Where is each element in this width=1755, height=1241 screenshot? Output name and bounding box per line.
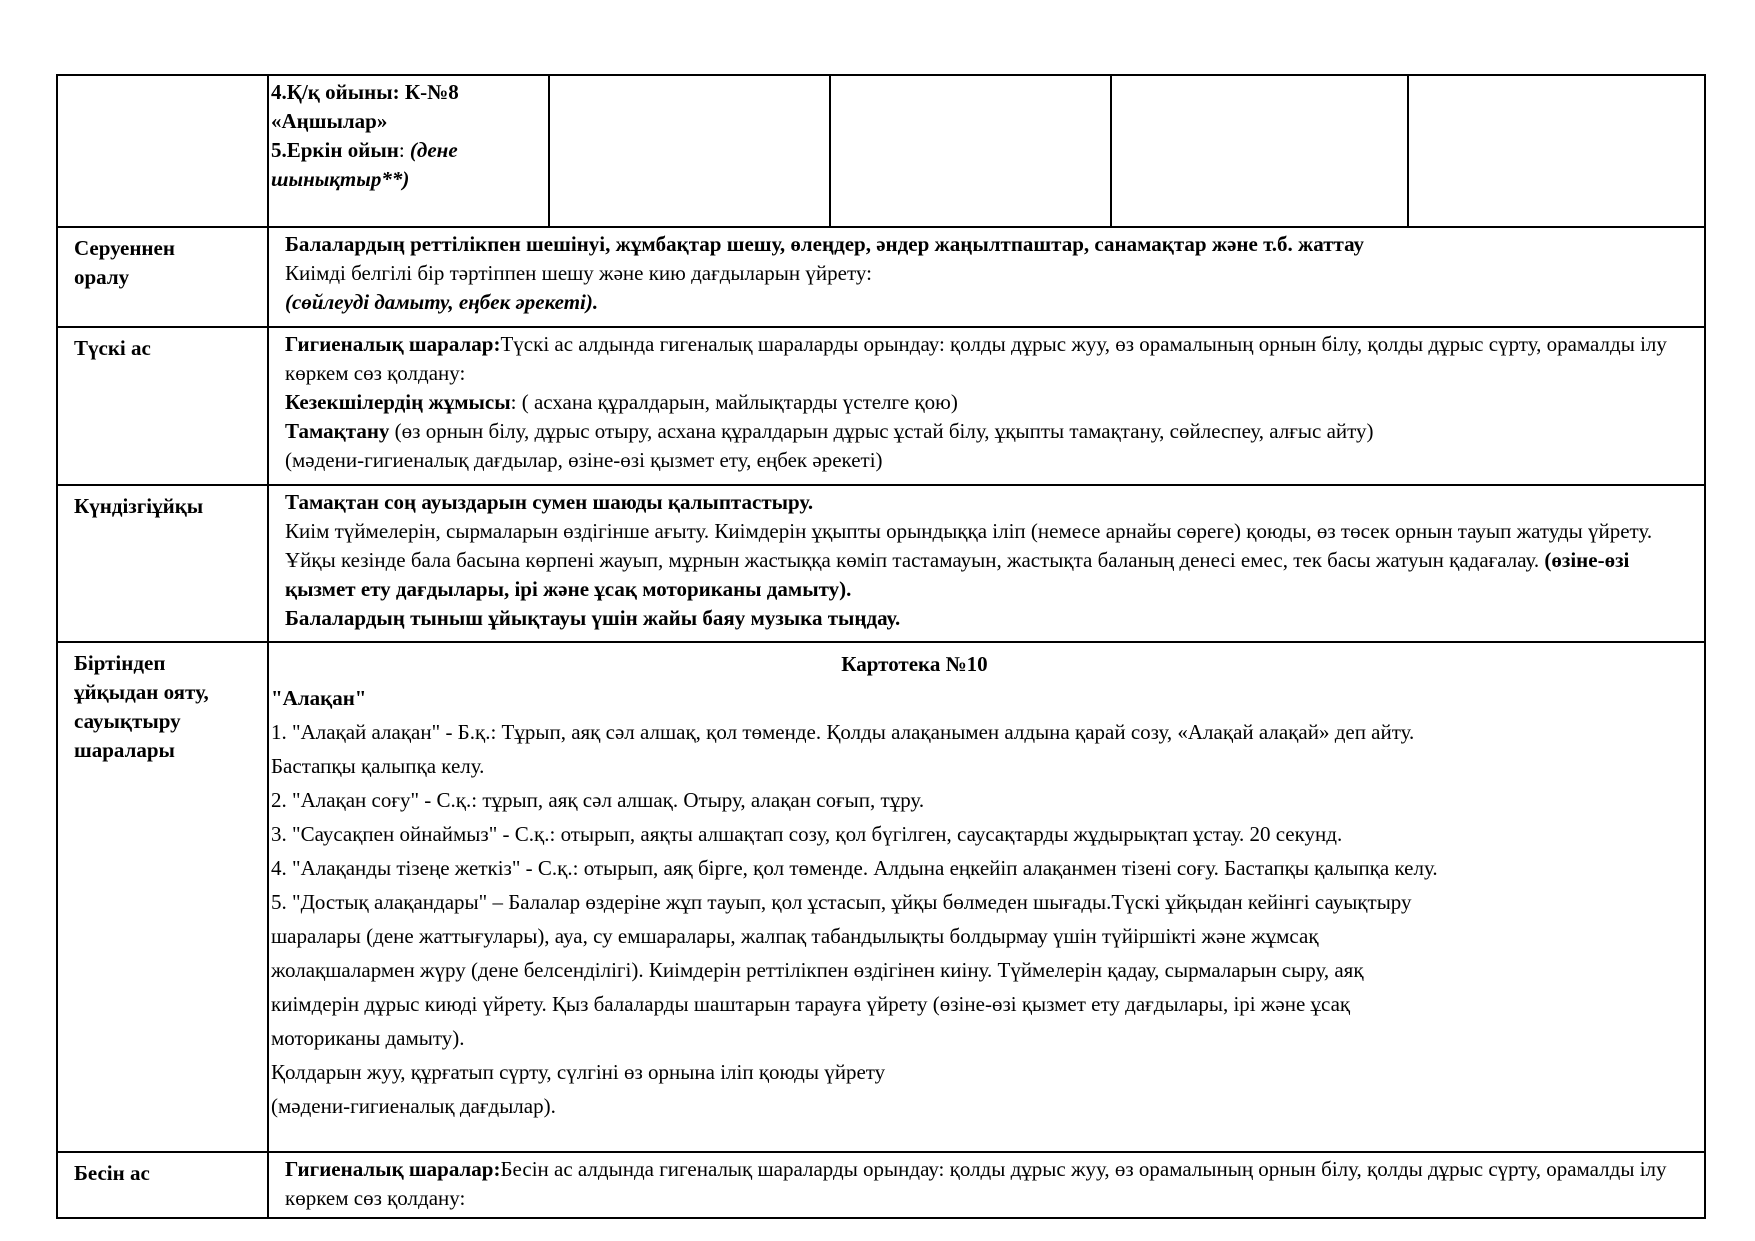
eating-text: (өз орнын білу, дұрыс отыру, асхана құралдарын дұрыс ұстай білу, ұқыпты тамақтану, сөйлеспеу, алғыс айту): [389, 419, 1374, 443]
daily-schedule-table: [56, 74, 1706, 1219]
return-activities: Балалардың реттілікпен шешінуі, жұмбақтар шешу, өлеңдер, әндер жаңылтпаштар, санамақтар және т.б. жаттау: [285, 232, 1365, 256]
nap-rinse: Тамақтан соң ауыздарын сумен шаюды қалыптастыру.: [285, 490, 814, 514]
lunch-duty: [285, 388, 1696, 417]
exercise-item: моториканы дамыту).: [271, 1026, 465, 1050]
empty-cell-4: [1111, 75, 1408, 227]
duty-text: : ( асхана құралдарын, майлықтарды үстелге қою): [510, 390, 958, 414]
game-name: «Аңшылар»: [271, 109, 388, 133]
lunch-hygiene: [285, 330, 1696, 388]
nap-content: [268, 485, 1705, 642]
exercise-item: Қолдарын жуу, құрғатып сүрту, сүлгіні өз орнына іліп қоюды үйрету: [271, 1060, 886, 1084]
exercise-item: 1. "Алақай алақан" - Б.қ.: Тұрып, аяқ сәл алшақ, қол төменде. Қолды алақанымен алдына қарай созу, «Алақай алақай» деп айту.: [271, 720, 1415, 744]
nap-skills: (өзіне-өзі қызмет ету дағдылары, ірі және ұсақ моториканы дамыту).: [285, 548, 1630, 601]
table-row-wake: [57, 642, 1705, 1152]
game-number: 4.Қ/қ ойыны: К-№8: [271, 80, 459, 104]
lunch-content: [268, 327, 1705, 485]
duty-label: Кезекшілердің жұмысы: [285, 390, 511, 414]
empty-cell-5: [1408, 75, 1705, 227]
hygiene-label: Гигиеналық шаралар:: [285, 1157, 501, 1181]
return-content: [268, 227, 1705, 327]
empty-cell-2: [549, 75, 830, 227]
row-label-lunch: Түскі ас: [57, 327, 268, 485]
row-label-snack: Бесін ас: [57, 1152, 268, 1218]
hygiene-text: Бесін ас алдында гигеналық шараларды орындау: қолды дұрыс жуу, өз орамалының орнын білу, қолды дұрыс сүрту, орамалды ілу көркем сөз қолдану:: [285, 1157, 1667, 1210]
exercise-item: шаралары (дене жаттығулары), ауа, су емшаралары, жалпақ табандылықты болдырмау үшін түйіршікті және жұмсақ: [271, 924, 1319, 948]
label-line: оралу: [74, 265, 130, 289]
row-label-wake: [57, 642, 268, 1152]
free-game-line: [271, 136, 542, 194]
table-row-top: [57, 75, 1705, 227]
card-title: Картотека №10: [841, 652, 988, 676]
table-row-lunch: [57, 327, 1705, 485]
label-line: шаралары: [74, 738, 175, 762]
games-cell: [268, 75, 549, 227]
row-label-nap: Күндізгіұйқы: [57, 485, 268, 642]
exercise-item: киімдерін дұрыс киюді үйрету. Қыз балаларды шаштарын тарауға үйрету (өзіне-өзі қызмет ету дағдылары, ірі және ұсақ: [271, 992, 1351, 1016]
exercise-item: 4. "Алақанды тізеңе жеткіз" - С.қ.: отырып, аяқ бірге, қол төменде. Алдына еңкейіп алақанмен тізені соғу. Бастапқы қалыпқа келу.: [271, 856, 1438, 880]
nap-instructions: [285, 517, 1696, 604]
free-game-note: (дене шынықтыр**): [271, 138, 458, 191]
snack-hygiene: [285, 1155, 1696, 1213]
exercise-item: жолақшалармен жүру (дене белсенділігі). Киімдерін реттілікпен өздігінен киіну. Түймелерін қадау, сырмаларын сыру, аяқ: [271, 958, 1364, 982]
label-line: ұйқыдан ояту,: [74, 680, 209, 704]
table-row-return: [57, 227, 1705, 327]
nap-text: Киім түймелерін, сырмаларын өздігінше ағыту. Киімдерін ұқыпты орындыққа іліп (немесе арнайы сөреге) қоюды, өз төсек орнын тауып жатуды үйрету. Ұйқы кезінде бала басына көрпені жауып, мұрнын жастыққа көміп тастамауын, жастықта баланың денесі емес, тек басы жатуын қадағалау.: [285, 519, 1653, 572]
wake-content: [268, 642, 1705, 1152]
exercise-item: 2. "Алақан соғу" - С.қ.: тұрып, аяқ сәл алшақ. Отыру, алақан соғып, тұру.: [271, 788, 925, 812]
label-line: Серуеннен: [74, 236, 175, 260]
lunch-eating: [285, 417, 1696, 446]
hygiene-text: Түскі ас алдында гигеналық шараларды орындау: қолды дұрыс жуу, өз орамалының орнын білу, қолды дұрыс сүрту, орамалды ілу көркем сөз қолдану:: [285, 332, 1667, 385]
exercise-item: 5. "Достық алақандары" – Балалар өздеріне жұп тауып, қол ұстасып, ұйқы бөлмеден шығады.Түскі ұйқыдан кейінгі сауықтыру: [271, 890, 1412, 914]
row-label-return: [57, 227, 268, 327]
empty-cell-3: [830, 75, 1111, 227]
empty-label-cell: [57, 75, 268, 227]
nap-music: Балалардың тыныш ұйықтауы үшін жайы баяу музыка тыңдау.: [285, 606, 901, 630]
lunch-skills: (мәдени-гигиеналық дағдылар, өзіне-өзі қызмет ету, еңбек әрекеті): [285, 448, 883, 472]
return-skills: (сөйлеуді дамыту, еңбек әрекеті).: [285, 290, 599, 314]
eating-label: Тамақтану: [285, 419, 390, 443]
hygiene-label: Гигиеналық шаралар:: [285, 332, 501, 356]
table-row-snack: [57, 1152, 1705, 1218]
free-game-label: 5.Еркін ойын: [271, 138, 399, 162]
exercise-item: (мәдени-гигиеналық дағдылар).: [271, 1094, 556, 1118]
label-line: Біртіндеп: [74, 651, 166, 675]
label-line: сауықтыру: [74, 709, 181, 733]
exercise-item: 3. "Саусақпен ойнаймыз" - С.қ.: отырып, аяқты алшақтап созу, қол бүгілген, саусақтарды жұдырықтап ұстау. 20 секунд.: [271, 822, 1343, 846]
free-game-colon: :: [398, 138, 405, 162]
table-row-nap: [57, 485, 1705, 642]
return-dressing: Киімді белгілі бір тәртіппен шешу және кию дағдыларын үйрету:: [285, 261, 872, 285]
card-subtitle: "Алақан": [271, 686, 367, 710]
exercise-item: Бастапқы қалыпқа келу.: [271, 754, 485, 778]
snack-content: [268, 1152, 1705, 1218]
